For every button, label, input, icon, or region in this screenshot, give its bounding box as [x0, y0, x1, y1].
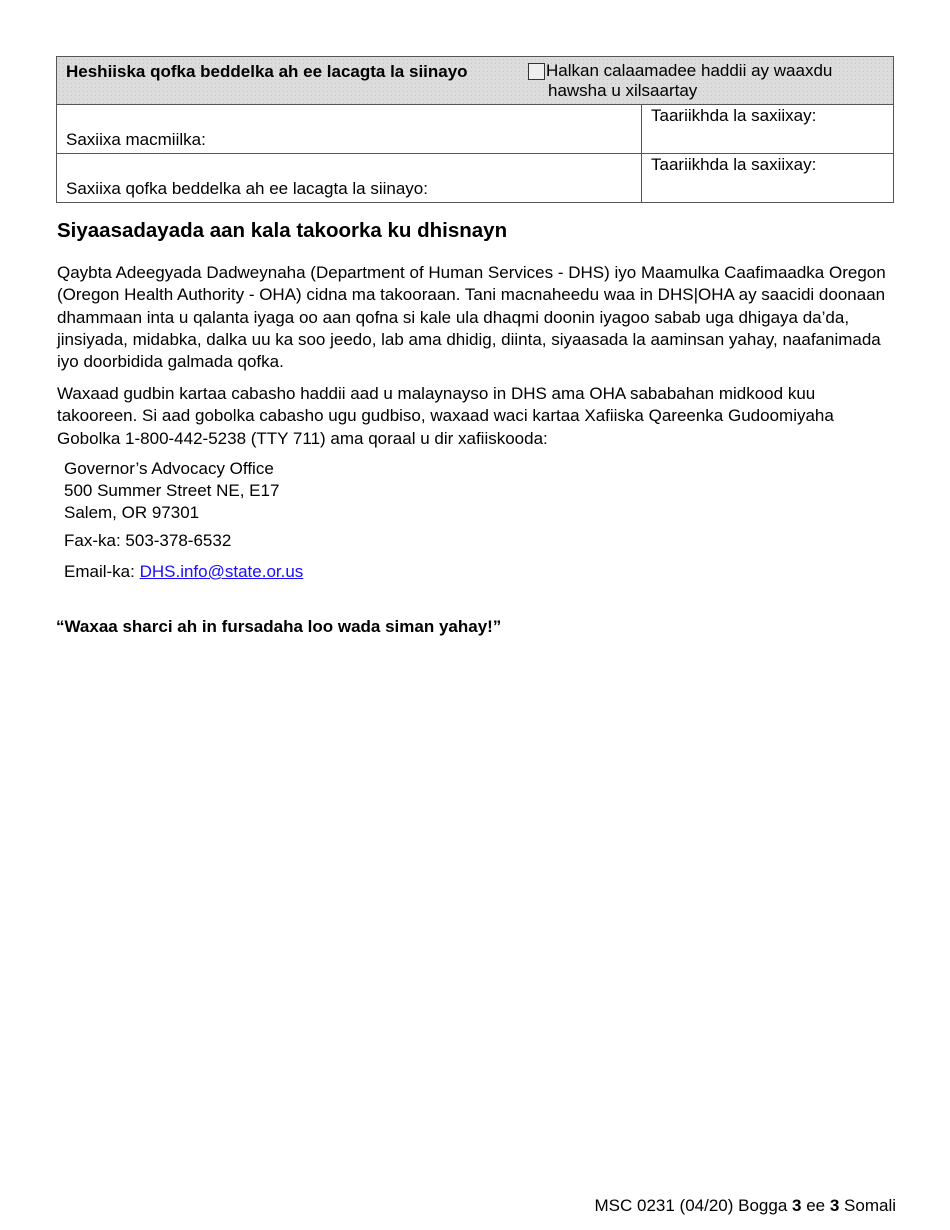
client-signature-label: Saxiixa macmiilka: [66, 130, 206, 149]
fax-line [64, 530, 231, 552]
client-signature-field[interactable] [57, 105, 642, 154]
signature-table-header [57, 57, 894, 105]
client-date-field[interactable] [642, 105, 894, 154]
equal-opportunity-motto: “Waxaa sharci ah in fursadaha loo wada siman yahay!” [56, 617, 502, 636]
fax-label: Fax-ka: [64, 531, 126, 550]
agreement-title: Heshiiska qofka beddelka ah ee lacagta la siinayo [66, 62, 468, 81]
client-date-label: Taariikhda la saxiixay: [651, 106, 817, 125]
policy-heading: Siyaasadayada aan kala takoorka ku dhisnayn [57, 219, 508, 242]
mailing-address [64, 458, 279, 524]
payee-signature-row [57, 154, 894, 203]
policy-paragraph-2: Waxaad gudbin kartaa cabasho haddii aad u malaynayso in DHS ama OHA sababahan midkood kuu takooreen. Si aad gobolka cabasho ugu gudbiso, waxaad waci kartaa Xafiiska Qareenka Gudoomiyaha Gobolka 1-800-442-5238 (TTY 711) ama qoraal u dir xafiiskooda: [57, 384, 834, 448]
policy-paragraph-1: Qaybta Adeegyada Dadweynaha (Department of Human Services - DHS) iyo Maamulka Caafimaadka Oregon (Oregon Health Authority - OHA) cidna ma takooraan. Tani macnaheedu waa in DHS|OHA ay saacidi doonaan dhammaan inta u qalanta iyaga oo aan qofna si kale ula dhaqmi doonin iyagoo sabab uga dhigaya da’da, jinsiyada, midabka, dalka uu ka soo jeedo, lab ama dhidig, diinta, siyaasada la aaminsan yahay, naafanimada iyo doorbidida galmada qofka. [57, 263, 886, 372]
address-line-3: Salem, OR 97301 [64, 503, 200, 522]
checkbox-label: Halkan calaamadee haddii ay waaxdu hawsha u xilsaartay [546, 61, 833, 100]
address-line-1: Governor’s Advocacy Office [64, 459, 274, 478]
email-label: Email-ka: [64, 562, 140, 581]
email-link[interactable]: DHS.info@state.or.us [139, 562, 304, 581]
fax-number: 503-378-6532 [125, 531, 232, 550]
address-line-2: 500 Summer Street NE, E17 [64, 481, 280, 500]
client-signature-row [57, 105, 894, 154]
email-line [64, 561, 303, 583]
payee-date-label: Taariikhda la saxiixay: [651, 155, 817, 174]
assigned-by-department-check[interactable] [528, 61, 832, 101]
payee-signature-field[interactable] [57, 154, 642, 203]
form-id: MSC 0231 (04/20) Bogga [594, 1196, 793, 1215]
page-footer: MSC 0231 (04/20) Bogga 3 ee 3 Somali [594, 1196, 896, 1215]
checkbox[interactable] [528, 63, 545, 80]
payee-signature-label: Saxiixa qofka beddelka ah ee lacagta la siinayo: [66, 179, 428, 198]
language-label: Somali [839, 1196, 896, 1215]
page-total: 3 [829, 1196, 840, 1215]
page-number: 3 [792, 1196, 802, 1215]
signature-table [56, 56, 894, 203]
payee-date-field[interactable] [642, 154, 894, 203]
